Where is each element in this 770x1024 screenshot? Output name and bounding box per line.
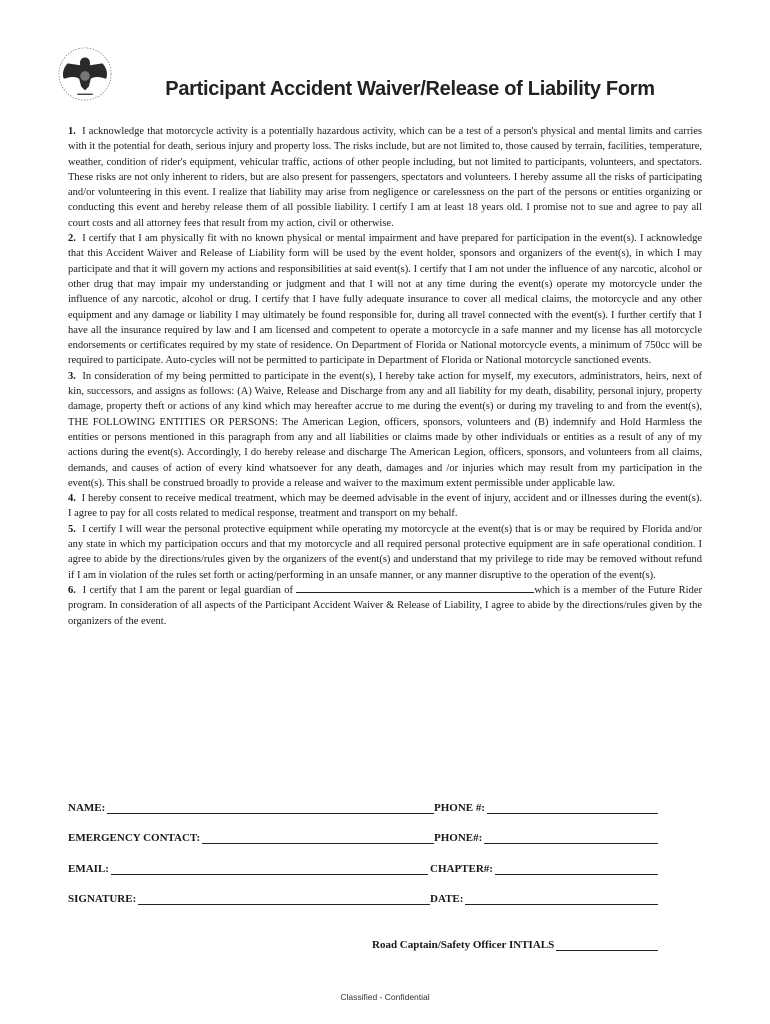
- paragraph-text: I certify that I am physically fit with no known physical or mental impairment and have prepared for participation in the event(s). I acknowledge that this Accident Waiver and Release of Liability form will be used by the event holder, sponsors and organizers of the event(s), in which I may participate and that it will govern my actions and responsibilities at said event(s). I certify that I am not under the influence of any narcotic, alcohol or other drug that may impair my understanding or judgment and that I will not at any time during the event(s) operate my motorcycle under the influence of any narcotic, alcohol or drug. I certify that I have fully adequate insurance to cover all medical claims, the motorcycle and any other equipment and any damage or liability I may ultimately be found responsible for, during all travel connected with the event(s). I further certify that I have all the insurance required by law and I am licensed and competent to operate a motorcycle in a safe manner and my license has all motorcycle endorsements or certificates required by my state of residence. On Department of Florida or National motorcycle events, a minimum of 750cc will be required to participate. Auto-cycles will not be permitted to participate in Department of Florida or National motorcycle sanctioned events.: [68, 233, 702, 367]
- paragraph-text: In consideration of my being permitted to participate in the event(s), I hereby take action for myself, my executors, administrators, heirs, next of kin, successors, and assigns as follows: (A) Waive, Release and Discharge from any and all liability for my death, disability, personal injury, property damage, property theft or actions of any kind which may hereafter accrue to me during the event(s) or during my traveling to and from the event(s), THE FOLLOWING ENTITIES OR PERSONS: The American Legion, officers, sponsors, volunteers and (B) indemnify and Hold Harmless the entities or persons mentioned in this paragraph from any and all liabilities or claims made by other individuals or entities as a result of any of my actions during the event(s). Accordingly, I do hereby release and discharge The American Legion, officers, sponsors, and volunteers from all claims, demands, and causes of action of every kind whatsoever for any death, damages and /or injuries which may result from my participation in the event(s). This shall be construed broadly to provide a release and waiver to the maximum extent permissible under applicable law.: [68, 370, 703, 489]
- paragraph-number: 5.: [68, 523, 76, 535]
- paragraph-number: 2.: [68, 233, 76, 245]
- email-field[interactable]: [68, 863, 428, 875]
- signature-label: SIGNATURE:: [68, 893, 137, 905]
- form-title: Participant Accident Waiver/Release of Liability Form: [165, 78, 655, 100]
- phone-field[interactable]: [434, 802, 658, 814]
- signature-field[interactable]: [68, 893, 430, 905]
- waiver-body: [68, 124, 702, 629]
- date-field[interactable]: [430, 893, 658, 905]
- classification-footer: Classified - Confidential: [340, 992, 430, 1002]
- paragraph-text: I certify that I am the parent or legal guardian of: [82, 584, 293, 596]
- name-field[interactable]: [68, 802, 434, 814]
- paragraph-5: [68, 522, 702, 583]
- paragraph-3: [68, 369, 702, 491]
- chapter-field[interactable]: [430, 863, 658, 875]
- paragraph-2: [68, 231, 702, 369]
- name-label: NAME:: [68, 802, 106, 814]
- phone2-field[interactable]: [434, 832, 658, 844]
- phone2-label: PHONE#:: [434, 832, 483, 844]
- paragraph-number: 6.: [68, 584, 76, 596]
- phone2-line[interactable]: [484, 833, 658, 844]
- guardian-of-blank[interactable]: [296, 583, 534, 593]
- chapter-label: CHAPTER#:: [430, 863, 493, 875]
- emergency-contact-line[interactable]: [202, 833, 434, 844]
- initials-label: Road Captain/Safety Officer INTIALS: [372, 939, 555, 951]
- chapter-line[interactable]: [495, 864, 658, 875]
- emergency-contact-label: EMERGENCY CONTACT:: [68, 832, 201, 844]
- date-line[interactable]: [465, 894, 658, 905]
- paragraph-text: I hereby consent to receive medical treatment, which may be deemed advisable in the event of injury, accident and or illnesses during the event(s). I agree to pay for all costs related to medical response, treatment and transport on my behalf.: [68, 493, 703, 520]
- paragraph-text: which is a member of the Future Rider program. In consideration of all aspects of the Participant Accident Waiver & Release of Liability, I agree to abide by the directions/rules given by the organizers of the event.: [68, 584, 703, 627]
- name-line[interactable]: [107, 803, 434, 814]
- paragraph-number: 4.: [68, 493, 76, 505]
- email-line[interactable]: [111, 864, 428, 875]
- paragraph-6: [68, 583, 702, 629]
- paragraph-number: 3.: [68, 370, 76, 382]
- paragraph-number: 1.: [68, 126, 76, 137]
- paragraph-text: I acknowledge that motorcycle activity is a potentially hazardous activity, which can be a test of a person's physical and mental limits and carries with it the potential for death, serious injury and property loss. The risks include, but are not limited to, those caused by terrain, facilities, temperature, weather, condition of rider's equipment, vehicular traffic, actions of other people including, but not limited to participants, volunteers, and spectators. These risks are not only inherent to riders, but are also present for passengers, spectators and volunteers. I hereby assume all the risks of participating and/or volunteering in this event. I realize that liability may arise from negligence or carelessness on the part of the persons or entities organizing or conducting this event and hereby release them of all possible liability. I certify I am at least 18 years old. I promise not to sue and agree to pay all court costs and all attorney fees that result from my action, civil or otherwise.: [68, 126, 703, 229]
- phone-line[interactable]: [487, 803, 658, 814]
- date-label: DATE:: [430, 893, 464, 905]
- paragraph-4: [68, 491, 702, 522]
- phone-label: PHONE #:: [434, 802, 486, 814]
- signature-line[interactable]: [138, 894, 430, 905]
- initials-line[interactable]: [556, 940, 658, 951]
- emergency-contact-field[interactable]: [68, 832, 434, 844]
- paragraph-text: I certify I will wear the personal protective equipment while operating my motorcycle at the event(s) that is or may be required by Florida and/or any state in which my participation occurs and that my motorcycle and all required personal protective equipment are in safe operational condition. I agree to abide by the directions/rules given by the organizers of the event(s) and understand that my privilege to ride may be removed without refund if I am in violation of the rules set forth or acting/performing in an unsafe manner, or any manner disruptive to the operation of the event(s).: [68, 523, 703, 581]
- initials-field[interactable]: [372, 939, 658, 951]
- paragraph-1: [68, 124, 702, 231]
- email-label: EMAIL:: [68, 863, 109, 875]
